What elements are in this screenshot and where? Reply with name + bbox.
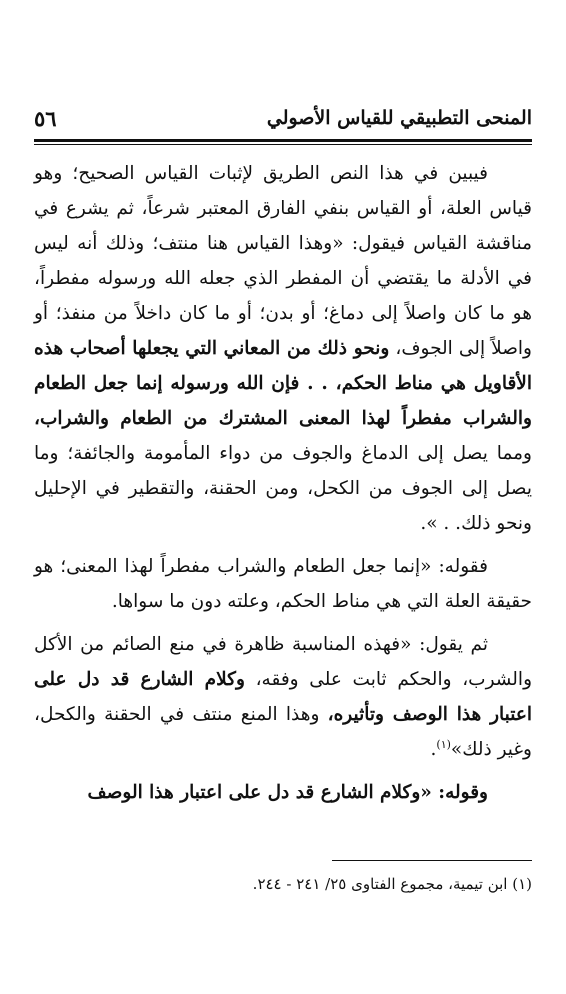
paragraph bbox=[34, 775, 532, 810]
footnote-marker: (١) bbox=[436, 737, 451, 751]
bold-text-run: وقوله: «وكلام الشارع قد دل على اعتبار هذا الوصف bbox=[87, 782, 488, 803]
footnote-rule bbox=[332, 860, 532, 861]
paragraph bbox=[34, 549, 532, 619]
bold-text-run: ونحو ذلك من المعاني التي يجعلها أصحاب هذه الأقاويل هي مناط الحكم، . . فإن الله ورسوله إنما جعل الطعام والشراب مفطراً لهذا المعنى المشترك من الطعام والشراب، bbox=[34, 338, 532, 429]
header-rule-thick bbox=[34, 139, 532, 142]
text-run: فيبين في هذا النص الطريق لإثبات القياس الصحيح؛ وهو قياس العلة، أو القياس بنفي الفارق المعتبر شرعاً، ثم يشرع في مناقشة القياس فيقول: «وهذا القياس هنا منتف؛ وذلك أنه ليس في الأدلة ما يقتضي أن المفطر الذي جعله الله ورسوله مفطراً، هو ما كان واصلاً إلى دماغ؛ أو بدن؛ أو ما كان داخلاً من منفذ؛ أو واصلاً إلى الجوف، bbox=[34, 163, 532, 359]
paragraph: ثم يقول: «فهذه المناسبة ظاهرة في منع الصائم من الأكل والشرب، والحكم ثابت على وفقه، وكلام الشارع قد دل على اعتبار هذا الوصف وتأثيره، وهذا المنع منتف في الحقنة والكحل، وغير ذلك»$^{(١)}$. bbox=[34, 634, 533, 760]
body-text bbox=[34, 156, 532, 818]
running-title: المنحى التطبيقي للقياس الأصولي bbox=[266, 107, 532, 129]
text-run: وهذا المنع منتف في الحقنة والكحل، وغير ذلك» bbox=[34, 704, 532, 760]
text-run: ومما يصل إلى الدماغ والجوف من دواء المأمومة والجائفة؛ وما يصل إلى الجوف من الكحل، ومن الحقنة، والتقطير في الإحليل ونحو ذلك. . ». bbox=[34, 443, 532, 534]
footnote: (١) ابن تيمية، مجموع الفتاوى ٢٥/ ٢٤١ - ٢٤٤. bbox=[252, 875, 532, 893]
page-header bbox=[34, 101, 532, 135]
text-run: ثم يقول: «فهذه المناسبة ظاهرة في منع الصائم من الأكل والشرب، والحكم ثابت على وفقه، bbox=[34, 634, 533, 690]
paragraph bbox=[34, 156, 532, 541]
header-rule-thin bbox=[34, 144, 532, 145]
bold-text-run: وكلام الشارع قد دل على اعتبار هذا الوصف وتأثيره، bbox=[34, 669, 532, 725]
text-run: فقوله: «إنما جعل الطعام والشراب مفطراً لهذا المعنى؛ هو حقيقة العلة التي هي مناط الحكم، وعلته دون ما سواها. bbox=[34, 556, 532, 612]
page-number: ٥٦ bbox=[34, 105, 57, 131]
